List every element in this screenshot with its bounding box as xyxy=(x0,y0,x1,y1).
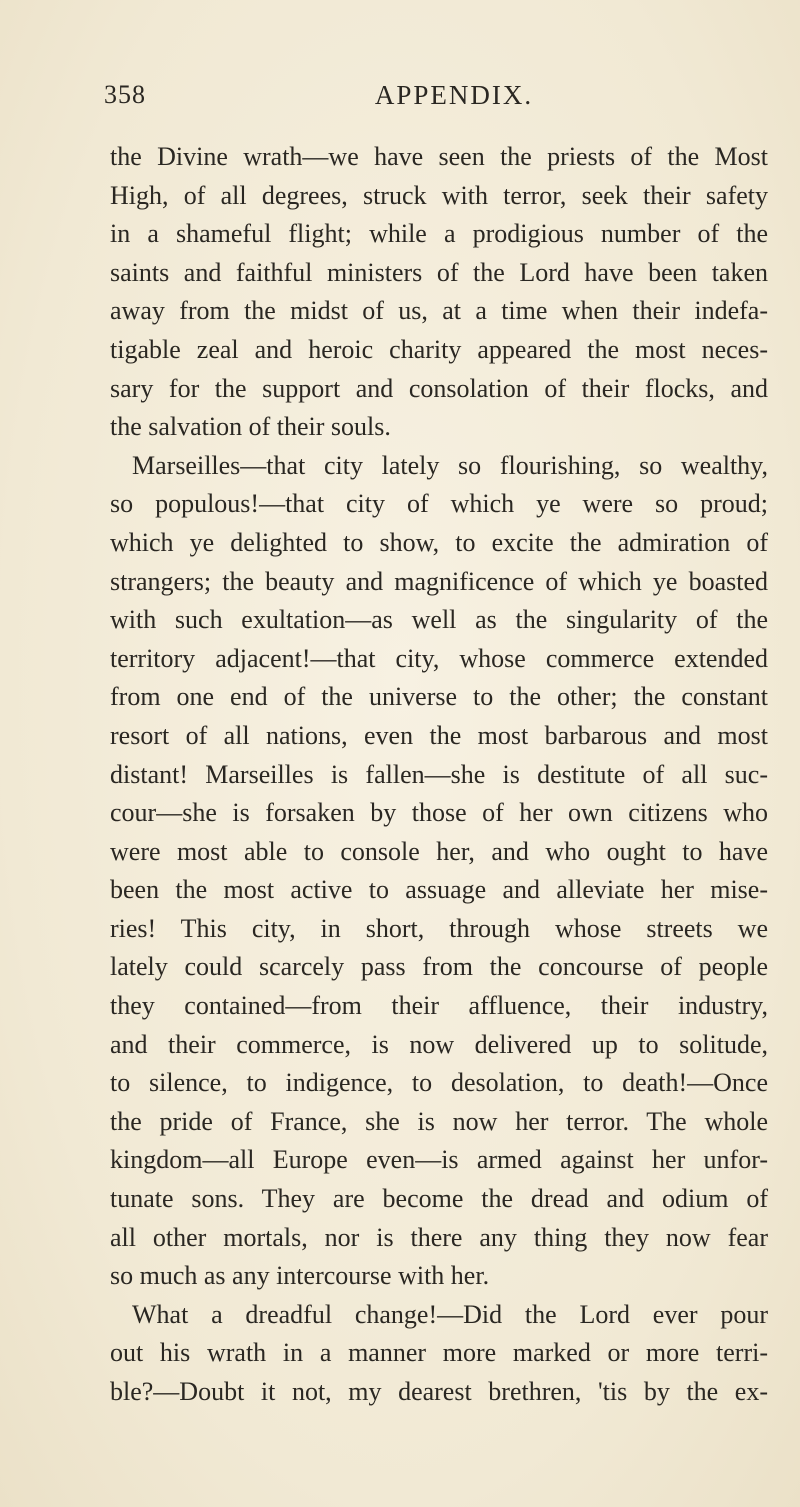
text-line: from one end of the universe to the other; the constant xyxy=(110,682,768,712)
text-line: all other mortals, nor is there any thing they now fear xyxy=(110,1222,768,1252)
text-line: were most able to console her, and who ought to have xyxy=(110,836,768,866)
text-line: ries! This city, in short, through whose streets we xyxy=(110,913,768,943)
text-line: ble?—Doubt it not, my dearest brethren, 'tis by the ex- xyxy=(110,1377,768,1406)
text-line: they contained—from their affluence, their industry, xyxy=(110,991,768,1021)
text-line: away from the midst of us, at a time when their indefa- xyxy=(110,296,768,326)
text-line: territory adjacent!—that city, whose commerce extended xyxy=(110,643,768,673)
page-header xyxy=(104,80,764,124)
text-line: High, of all degrees, struck with terror, seek their safety xyxy=(110,180,768,210)
text-line: in a shameful flight; while a prodigious number of the xyxy=(110,219,768,249)
text-line: sary for the support and consolation of their flocks, and xyxy=(110,373,768,403)
text-line: the pride of France, she is now her terror. The whole xyxy=(110,1106,768,1136)
text-line: so populous!—that city of which ye were so proud; xyxy=(110,489,768,519)
text-line: to silence, to indigence, to desolation, to death!—Once xyxy=(110,1068,768,1098)
text-line: strangers; the beauty and magnificence of which ye boasted xyxy=(110,566,768,596)
text-line: and their commerce, is now delivered up to solitude, xyxy=(110,1029,768,1059)
body-text xyxy=(110,138,768,1412)
text-line: What a dreadful change!—Did the Lord ever pour xyxy=(132,1299,768,1329)
text-line: the Divine wrath—we have seen the priests of the Most xyxy=(110,142,768,171)
text-line: saints and faithful ministers of the Lord have been taken xyxy=(110,257,768,287)
text-line: out his wrath in a manner more marked or more terri- xyxy=(110,1338,768,1368)
text-line: cour—she is forsaken by those of her own citizens who xyxy=(110,798,768,828)
text-line: distant! Marseilles is fallen—she is destitute of all suc- xyxy=(110,759,768,789)
text-line: resort of all nations, even the most barbarous and most xyxy=(110,720,768,750)
text-line: lately could scarcely pass from the concourse of people xyxy=(110,952,768,982)
text-line: tunate sons. They are become the dread and odium of xyxy=(110,1184,768,1214)
text-line: so much as any intercourse with her. xyxy=(110,1261,490,1291)
page-number: 358 xyxy=(104,80,146,109)
text-line: tigable zeal and heroic charity appeared the most neces- xyxy=(110,334,768,364)
text-line: with such exultation—as well as the singularity of the xyxy=(110,605,768,635)
running-head: APPENDIX. xyxy=(374,80,534,110)
text-line: been the most active to assuage and alleviate her mise- xyxy=(110,875,768,905)
text-line: kingdom—all Europe even—is armed against her unfor- xyxy=(110,1145,768,1175)
text-line: Marseilles—that city lately so flourishing, so wealthy, xyxy=(132,450,768,480)
text-line: the salvation of their souls. xyxy=(110,412,391,442)
text-line: which ye delighted to show, to excite the admiration of xyxy=(110,527,768,557)
